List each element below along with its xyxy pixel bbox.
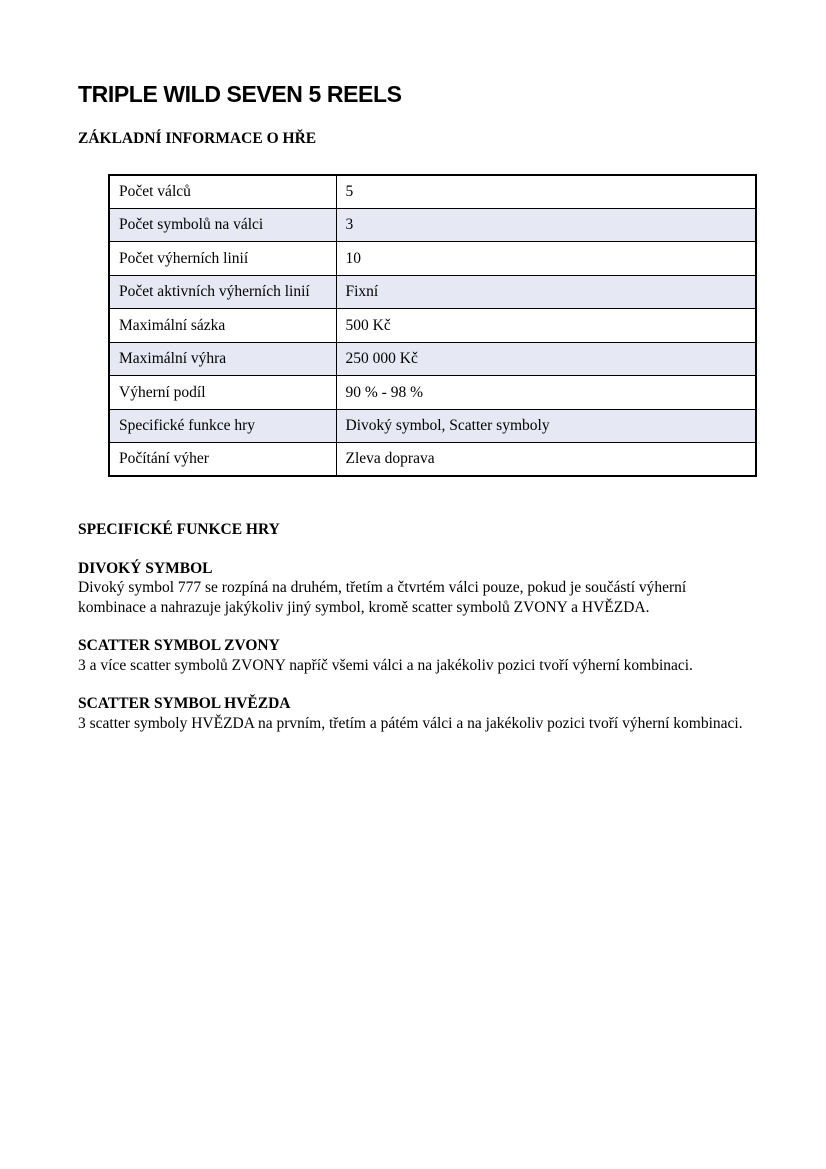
table-row [109,409,756,443]
row-label-cell: Počet válců [109,175,336,209]
row-value-cell: Fixní [336,275,756,309]
row-label-cell: Specifické funkce hry [109,409,336,443]
row-label-cell: Počítání výher [109,443,336,477]
function-heading: DIVOKÝ SYMBOL [78,559,213,577]
row-value-cell: 250 000 Kč [336,342,756,376]
row-label-cell: Maximální sázka [109,309,336,343]
row-value-cell: 10 [336,242,756,276]
row-value-cell: 90 % - 98 % [336,376,756,410]
row-label-cell: Počet symbolů na válci [109,208,336,242]
row-value-cell: 500 Kč [336,309,756,343]
table-row [109,208,756,242]
function-section-scatter-zvony [78,636,748,675]
row-label-cell: Počet aktivních výherních linií [109,275,336,309]
table-row [109,376,756,410]
page-title: TRIPLE WILD SEVEN 5 REELS [78,81,402,107]
function-section-scatter-hvezda [78,694,748,733]
specific-functions-heading: SPECIFICKÉ FUNKCE HRY [78,521,280,539]
table-row [109,242,756,276]
row-value-cell: 3 [336,208,756,242]
function-body: Divoký symbol 777 se rozpíná na druhém, třetím a čtvrtém válci pouze, pokud je součástí výherní kombinace a nahrazuje jakýkoliv jiný symbol, kromě scatter symbolů ZVONY a HVĚZDA. [78,579,687,616]
basic-info-heading: ZÁKLADNÍ INFORMACE O HŘE [78,130,317,148]
function-heading: SCATTER SYMBOL HVĚZDA [78,695,291,713]
row-label-cell: Výherní podíl [109,376,336,410]
table-row [109,342,756,376]
game-info-table [108,174,757,478]
table-row [109,309,756,343]
function-body: 3 scatter symboly HVĚZDA na prvním, třetím a pátém válci a na jakékoliv pozici tvoří výherní kombinaci. [78,714,743,732]
function-body: 3 a více scatter symbolů ZVONY napříč všemi válci a na jakékoliv pozici tvoří výherní kombinaci. [78,656,693,674]
function-section-wild-symbol [78,559,748,618]
row-label-cell: Počet výherních linií [109,242,336,276]
row-value-cell: Zleva doprava [336,443,756,477]
function-heading: SCATTER SYMBOL ZVONY [78,637,280,655]
table-row [109,443,756,477]
row-value-cell: Divoký symbol, Scatter symboly [336,409,756,443]
table-row [109,275,756,309]
row-value-cell: 5 [336,175,756,209]
game-info-table-body [109,175,756,477]
row-label-cell: Maximální výhra [109,342,336,376]
table-row [109,175,756,209]
